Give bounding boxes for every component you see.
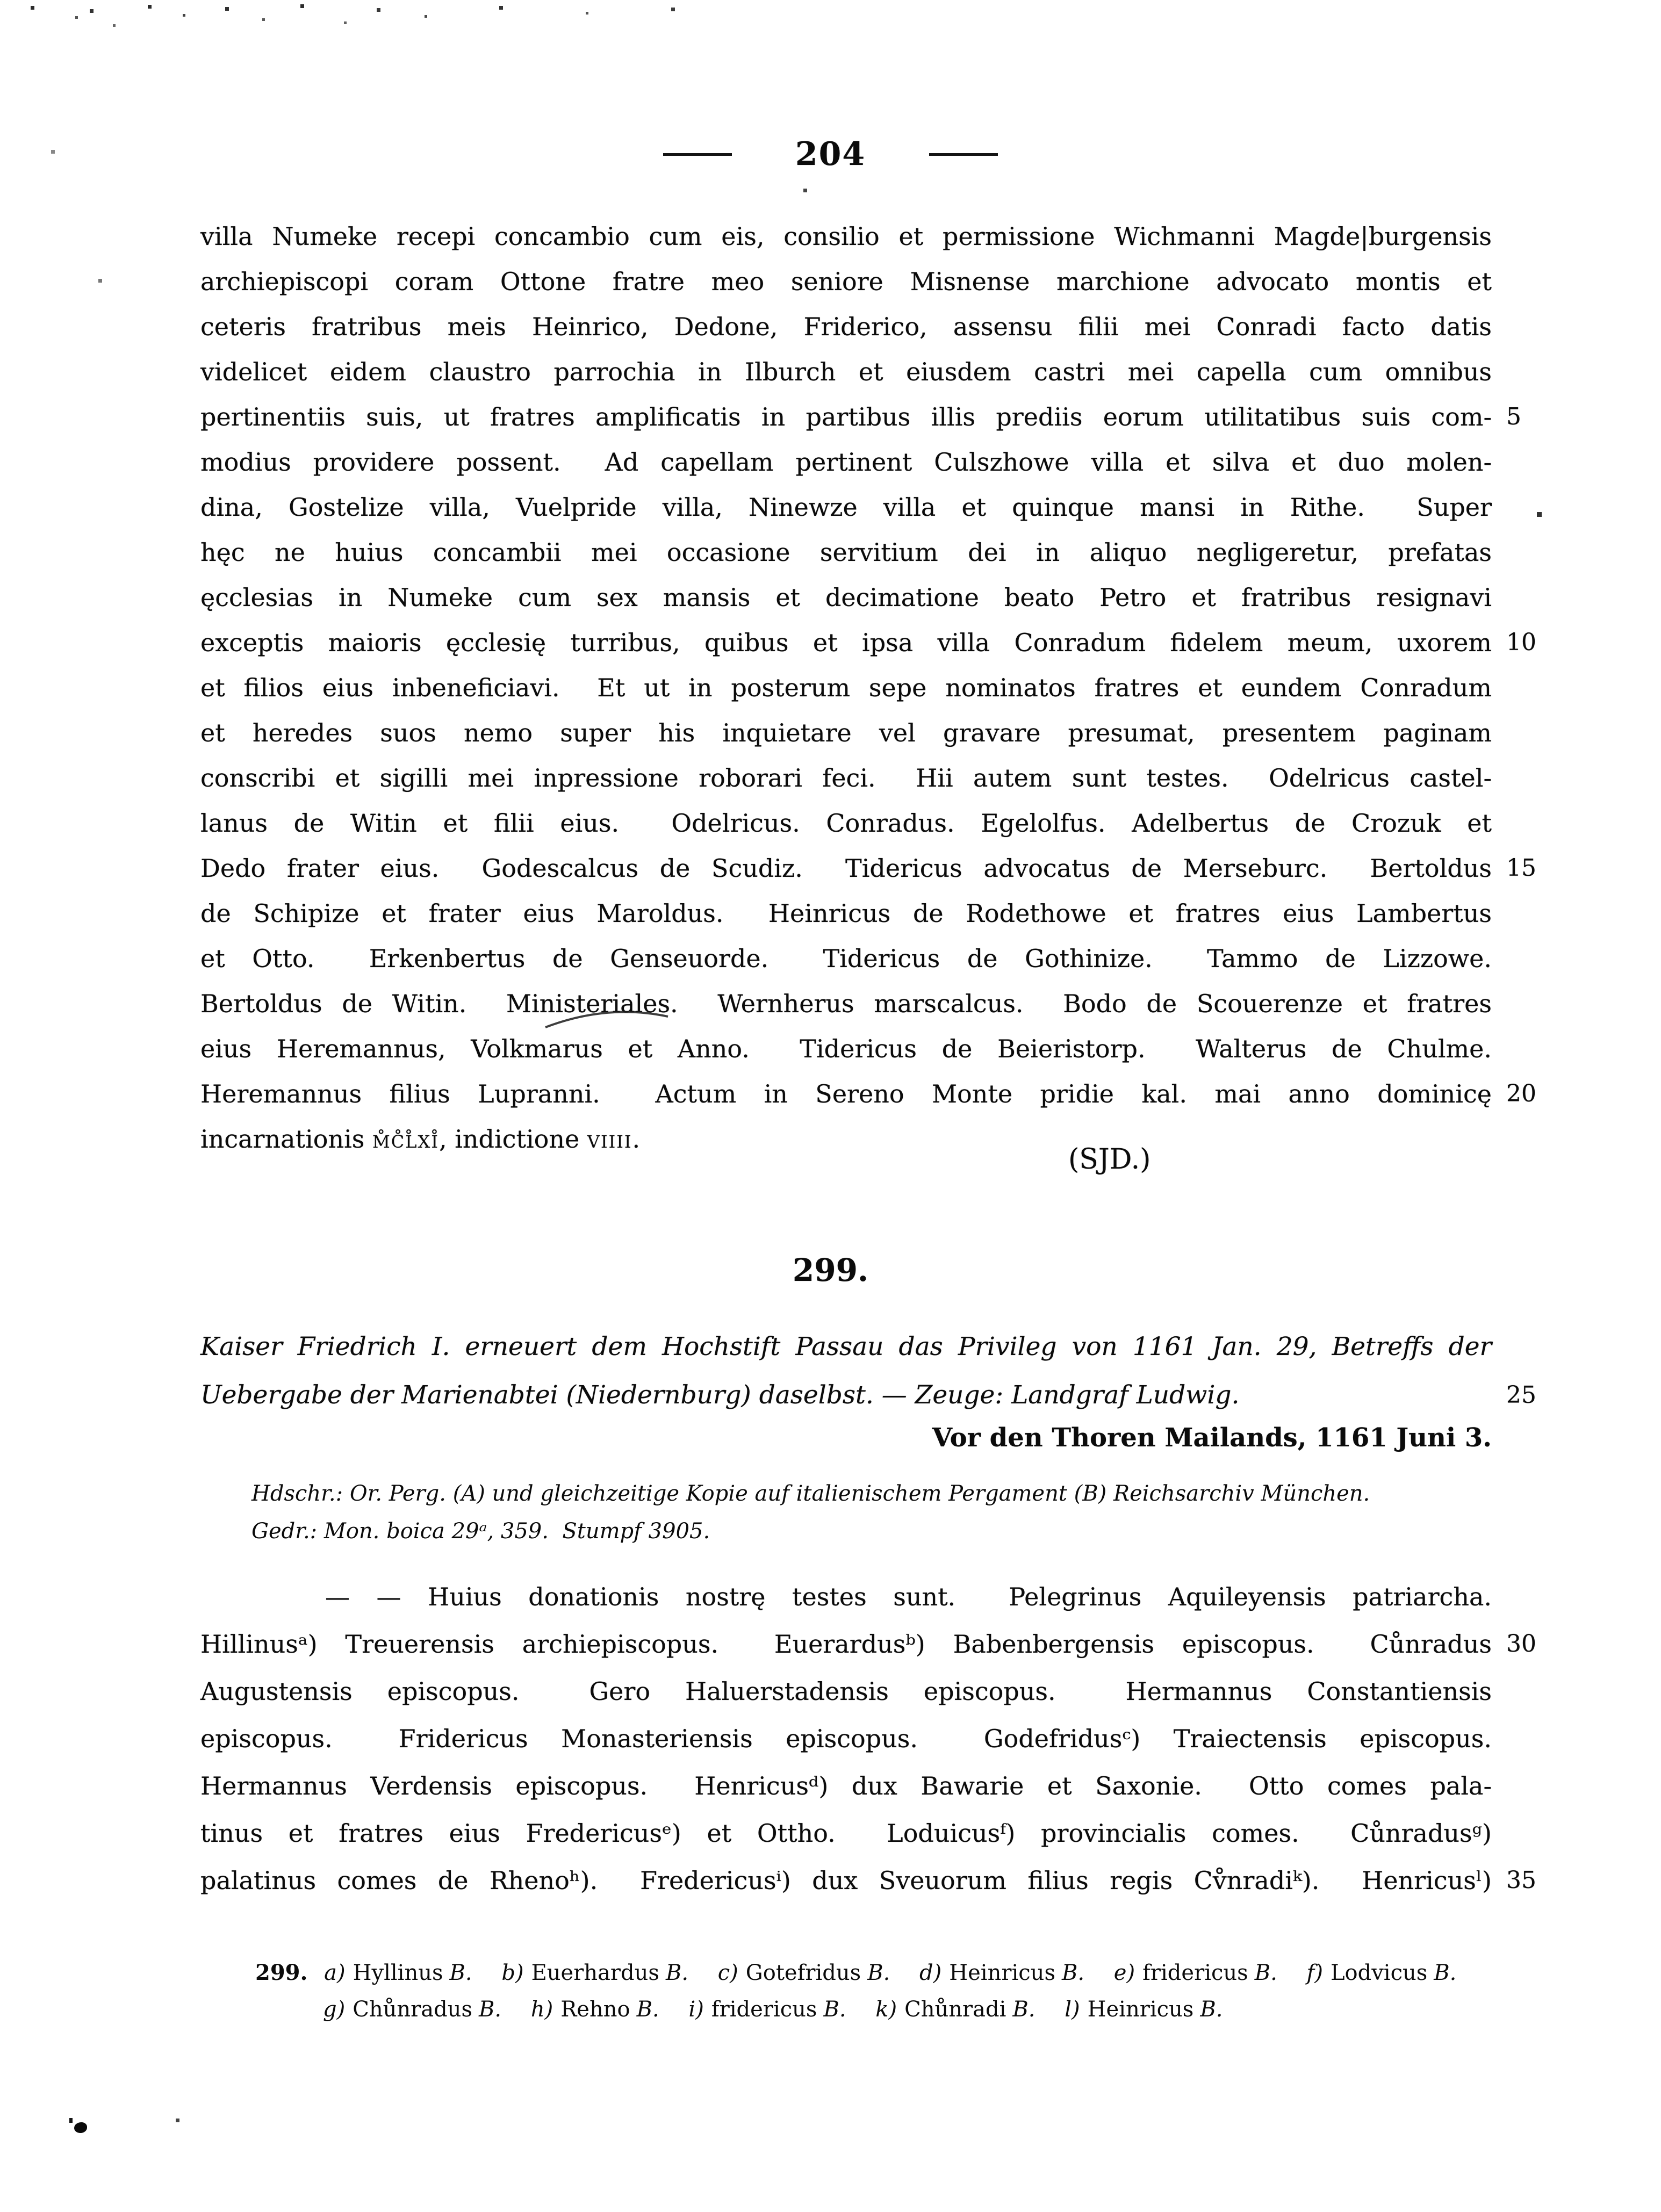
source-notes xyxy=(251,1475,1514,1550)
footnote-item xyxy=(875,1997,1035,2022)
text-line: episcopus. Fridericus Monasteriensis episcopus. Godefridusᶜ) Traiectensis episcopus. xyxy=(200,1724,1492,1753)
text-line: et filios eius inbeneficiavi. Et ut in posterum sepe nominatos fratres et eundem Conradum xyxy=(200,673,1492,702)
header-rule-right xyxy=(929,153,998,156)
text-line: ceteris fratribus meis Heinrico, Dedone, Friderico, assensu filii mei Conradi facto datis xyxy=(200,312,1492,341)
footnote-row xyxy=(255,1955,1507,1991)
footnote-name: Hyllinus xyxy=(353,1961,443,1985)
footnote-name: Rehno xyxy=(560,1997,630,2022)
footnote-marker: f) xyxy=(1306,1961,1323,1985)
footnote-marker: d) xyxy=(919,1961,942,1985)
text-line: — — Huius donationis nostrę testes sunt. Pelegrinus Aquileyensis patriarcha. xyxy=(325,1582,1492,1611)
text-line: videlicet eidem claustro parrochia in Ilburch et eiusdem castri mei capella cum omnibus xyxy=(200,357,1492,386)
footnote-name: Chůnradi xyxy=(904,1997,1006,2022)
footnote-sigla: B. xyxy=(1012,1997,1036,2022)
page-number: 204 xyxy=(795,135,866,173)
roman-numeral-year: m̊c̊l̊xi̊ xyxy=(372,1125,439,1154)
text-line: Dedo frater eius. Godescalcus de Scudiz. Tidericus advocatus de Merseburc. Bertoldus 15 xyxy=(200,846,1492,891)
footnote-item xyxy=(688,1997,846,2022)
ink-speck xyxy=(69,2118,73,2123)
footnote-entry-label: 299. xyxy=(255,1960,308,1985)
margin-line-number: 15 xyxy=(1506,854,1536,882)
footnote-sigla: B. xyxy=(823,1997,846,2022)
footnote-item xyxy=(531,1997,659,2022)
footnote-marker: a) xyxy=(324,1961,346,1985)
footnote-name: Chůnradus xyxy=(353,1997,472,2022)
footnote-sigla: B. xyxy=(1200,1997,1223,2022)
footnote-name: fridericus xyxy=(711,1997,817,2022)
footnote-sigla: B. xyxy=(1434,1961,1457,1985)
footnote-name: Heinricus xyxy=(1087,1997,1194,2022)
text-line: et Otto. Erkenbertus de Genseuorde. Tidericus de Gothinize. Tammo de Lizzowe. xyxy=(200,944,1492,973)
margin-line-number: 5 xyxy=(1506,403,1521,430)
regest-line: Kaiser Friedrich I. erneuert dem Hochstift Passau das Privileg von 1161 Jan. 29, Betreffs der xyxy=(200,1332,1492,1361)
text-line: villa Numeke recepi concambio cum eis, consilio et permissione Wichmanni Magde|burgensis xyxy=(200,222,1492,251)
footnote-name: Heinricus xyxy=(949,1961,1055,1985)
footnote-marker: k) xyxy=(875,1997,897,2022)
charter-299-text-block xyxy=(200,1573,1536,1904)
text-line: conscribi et sigilli mei inpressione roborari feci. Hii autem sunt testes. Odelricus castel- xyxy=(200,763,1492,792)
charter-298-text-block xyxy=(200,214,1536,1162)
footnote-sigla: B. xyxy=(1254,1961,1277,1985)
regest-block xyxy=(200,1323,1536,1420)
footnote-item xyxy=(1307,1961,1457,1985)
footnote-item xyxy=(718,1961,890,1985)
footnote-sigla: B. xyxy=(478,1997,502,2022)
margin-line-number: 35 xyxy=(1506,1867,1536,1894)
text-line: Hermannus Verdensis episcopus. Henricusᵈ) dux Bawarie et Saxonie. Otto comes pala- xyxy=(200,1771,1492,1800)
dateline: Vor den Thoren Mailands, 1161 Juni 3. xyxy=(932,1423,1492,1453)
text-line: Heremannus filius Lupranni. Actum in Sereno Monte pridie kal. mai anno dominicę 20 xyxy=(200,1071,1492,1116)
text-line: lanus de Witin et filii eius. Odelricus. Conradus. Egelolfus. Adelbertus de Crozuk et xyxy=(200,809,1492,838)
footnote-marker: h) xyxy=(530,1997,553,2022)
text-line: Hillinusᵃ) Treuerensis archiepiscopus. Euerardusᵇ) Babenbergensis episcopus. Cůnradus 30 xyxy=(200,1620,1492,1668)
footnote-item xyxy=(324,1961,472,1985)
margin-line-number: 25 xyxy=(1506,1381,1536,1409)
footnote-marker: l) xyxy=(1065,1997,1080,2022)
footnote-item xyxy=(323,1997,501,2022)
footnotes-block xyxy=(255,1955,1507,2028)
text-line: eius Heremannus, Volkmarus et Anno. Tidericus de Beieristorp. Walterus de Chulme. xyxy=(200,1034,1492,1063)
text-line: hęc ne huius concambii mei occasione servitium dei in aliquo negligeretur, prefatas xyxy=(200,538,1492,567)
text-line: exceptis maioris ęcclesię turribus, quibus et ipsa villa Conradum fidelem meum, uxorem 10 xyxy=(200,620,1492,665)
footnote-marker: e) xyxy=(1113,1961,1135,1985)
text-line: Bertoldus de Witin. Ministeriales. Wernherus marscalcus. Bodo de Scouerenze et fratres xyxy=(200,989,1492,1018)
text-line: dina, Gostelize villa, Vuelpride villa, Ninewze villa et quinque mansi in Rithe. Super xyxy=(200,493,1492,522)
footnote-name: Gotefridus xyxy=(745,1961,861,1985)
text-line: archiepiscopi coram Ottone fratre meo seniore Misnense marchione advocato montis et xyxy=(200,267,1492,296)
text-line: et heredes suos nemo super his inquietare vel gravare presumat, presentem paginam xyxy=(200,718,1492,747)
text-line: palatinus comes de Rhenoʰ). Fredericusⁱ) dux Sveuorum filius regis Cv̊nradiᵏ). Henricusˡ) 35 xyxy=(200,1857,1492,1904)
footnote-sigla: B. xyxy=(449,1961,472,1985)
footnote-marker: g) xyxy=(323,1997,346,2022)
text-line: de Schipize et frater eius Maroldus. Heinricus de Rodethowe et fratres eius Lambertus xyxy=(200,899,1492,928)
footnote-item xyxy=(501,1961,688,1985)
entry-number-heading: 299. xyxy=(792,1252,869,1288)
pencil-arc-annotation xyxy=(540,1000,680,1034)
footnote-item xyxy=(1114,1961,1277,1985)
footnote-row xyxy=(323,1991,1507,2028)
source-note-gedr: Gedr.: Mon. boica 29ᵃ, 359. Stumpf 3905. xyxy=(251,1519,710,1544)
running-head xyxy=(0,135,1661,173)
text-line: pertinentiis suis, ut fratres amplificatis in partibus illis prediis eorum utilitatibus suis com- 5 xyxy=(200,394,1492,439)
footnote-name: Lodvicus xyxy=(1330,1961,1428,1985)
footnote-name: Euerhardus xyxy=(531,1961,659,1985)
margin-line-number: 10 xyxy=(1506,629,1536,656)
footnote-item xyxy=(1065,1997,1223,2022)
text-line: Augustensis episcopus. Gero Haluerstadensis episcopus. Hermannus Constantiensis xyxy=(200,1677,1492,1706)
footnote-marker: b) xyxy=(501,1961,524,1985)
header-rule-left xyxy=(663,153,732,156)
text-line: modius providere possent. Ad capellam pertinent Culszhowe villa et silva et duo molen- xyxy=(200,448,1492,477)
footnote-marker: i) xyxy=(688,1997,704,2022)
text-line: incarnationis m̊c̊l̊xi̊, indictione viiii. xyxy=(200,1125,642,1154)
source-note-hdschr: Hdschr.: Or. Perg. (A) und gleichzeitige Kopie auf italienischem Pergament (B) Reichsarchiv München. xyxy=(251,1481,1370,1506)
text-line: tinus et fratres eius Fredericusᵉ) et Ottho. Loduicusᶠ) provincialis comes. Cůnradusᵍ) xyxy=(200,1819,1492,1848)
footnote-sigla: B. xyxy=(867,1961,890,1985)
margin-line-number: 20 xyxy=(1506,1080,1536,1107)
footnote-sigla: B. xyxy=(1061,1961,1085,1985)
footnote-sigla: B. xyxy=(665,1961,689,1985)
footnote-item xyxy=(919,1961,1084,1985)
roman-numeral-indiction: viiii. xyxy=(587,1125,642,1154)
notary-sign: (SJD.) xyxy=(1068,1143,1151,1176)
scan-noise-specks xyxy=(0,0,3,3)
footnote-name: fridericus xyxy=(1142,1961,1248,1985)
text-line: ęcclesias in Numeke cum sex mansis et decimatione beato Petro et fratribus resignavi xyxy=(200,583,1492,612)
ink-blob xyxy=(74,2122,87,2133)
footnote-marker: c) xyxy=(717,1961,738,1985)
regest-line: Uebergabe der Marienabtei (Niedernburg) daselbst. — Zeuge: Landgraf Ludwig. 25 xyxy=(200,1371,1492,1420)
margin-line-number: 30 xyxy=(1506,1630,1536,1658)
footnote-sigla: B. xyxy=(636,1997,659,2022)
